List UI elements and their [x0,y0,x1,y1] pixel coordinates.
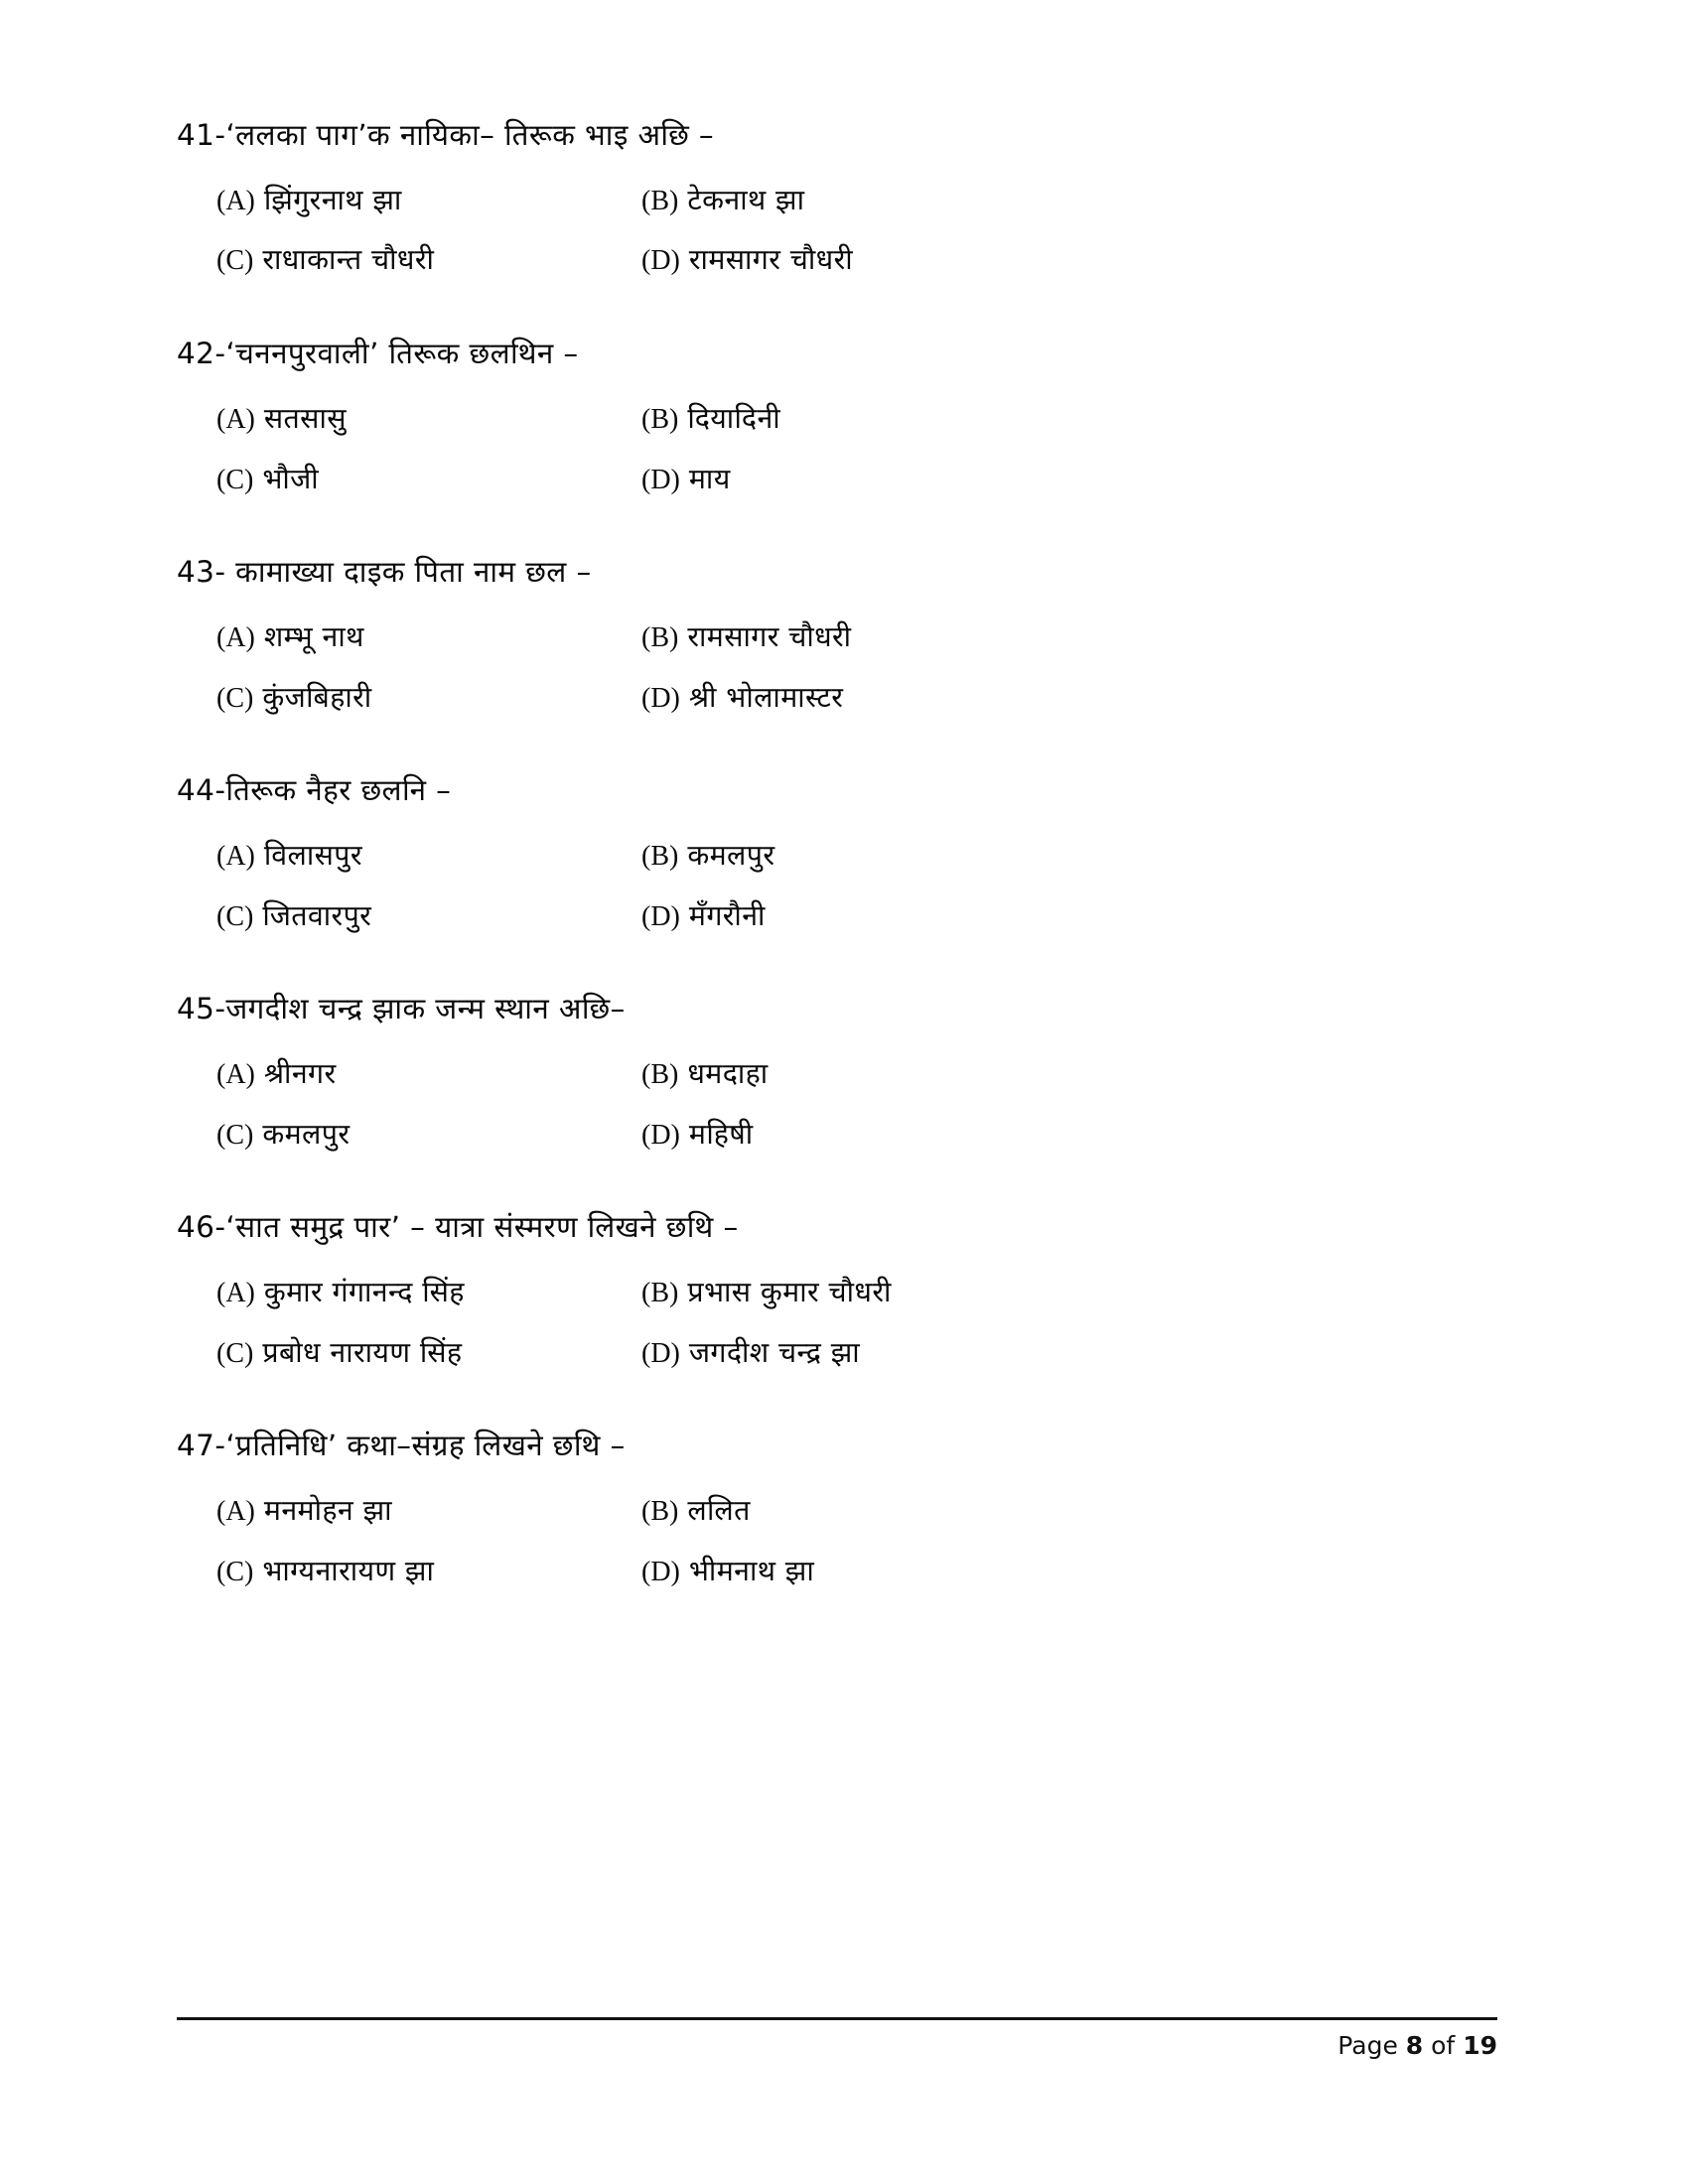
footer-of-label: of [1431,2031,1456,2060]
option-43-d[interactable] [633,681,843,716]
option-text-d: जगदीश चन्द्र झा [688,1335,861,1369]
question-text-46: 46-‘सात समुद्र पार’ – यात्रा संस्मरण लिखने छथि – [177,1210,739,1245]
option-row-47-cd [177,1555,1497,1589]
option-text-b: टेकनाथ झा [687,183,805,216]
option-44-a[interactable] [177,839,633,874]
option-key-d: (D) [641,245,680,277]
option-row-42-cd [177,463,1497,497]
option-47-c[interactable] [177,1555,633,1589]
option-key-a: (A) [216,1059,255,1091]
option-key-c: (C) [216,682,254,714]
question-text-47: 47-‘प्रतिनिधि’ कथा–संग्रह लिखने छथि – [177,1429,626,1463]
question-block-41 [177,117,1497,278]
option-key-b: (B) [641,403,679,435]
footer-page-label: Page [1337,2031,1398,2060]
footer-total-pages: 19 [1463,2031,1497,2060]
option-text-c: राधाकान्त चौधरी [262,243,435,277]
option-text-d: भीमनाथ झा [688,1554,815,1587]
option-text-b: ललित [687,1494,751,1528]
option-text-d: महिषी [688,1117,754,1151]
question-block-47 [177,1428,1497,1588]
option-text-b: रामसागर चौधरी [687,620,852,653]
option-42-c[interactable] [177,463,633,497]
option-key-b: (B) [641,1059,679,1091]
option-row-41-ab [177,184,1497,218]
question-text-41: 41-‘ललका पाग’क नायिका– तिरूक भाइ अछि – [177,118,715,152]
question-list [177,117,1497,1588]
question-block-42 [177,336,1497,496]
option-row-43-cd [177,681,1497,716]
option-key-a: (A) [216,1278,255,1309]
option-key-c: (C) [216,1119,254,1151]
option-42-a[interactable] [177,402,633,437]
option-43-b[interactable] [633,620,851,655]
option-47-a[interactable] [177,1494,633,1529]
option-key-a: (A) [216,622,255,653]
option-text-a: कुमार गंगानन्द सिंह [263,1276,465,1309]
option-key-d: (D) [641,900,680,932]
option-key-a: (A) [216,185,255,216]
option-key-c: (C) [216,1337,254,1369]
question-text-44: 44-तिरूक नैहर छलनि – [177,773,452,808]
option-text-c: भाग्यनारायण झा [262,1554,435,1587]
option-text-a: मनमोहन झा [263,1494,392,1528]
question-text-42: 42-‘चननपुरवाली’ तिरूक छलथिन – [177,337,579,371]
option-43-c[interactable] [177,681,633,716]
option-row-44-ab [177,839,1497,874]
option-text-c: भौजी [262,462,320,495]
option-key-b: (B) [641,622,679,653]
option-row-41-cd [177,243,1497,278]
option-41-b[interactable] [633,184,804,218]
question-text-43: 43- कामाख्या दाइक पिता नाम छल – [177,555,592,590]
option-text-a: श्रीनगर [263,1057,337,1091]
question-text-45: 45-जगदीश चन्द्र झाक जन्म स्थान अछि– [177,992,626,1026]
option-key-a: (A) [216,403,255,435]
option-key-a: (A) [216,841,255,873]
option-45-c[interactable] [177,1118,633,1153]
option-key-c: (C) [216,245,254,277]
option-44-d[interactable] [633,899,766,934]
option-text-c: प्रबोध नारायण सिंह [262,1335,463,1369]
option-text-a: सतसासु [263,401,347,435]
option-row-46-cd [177,1336,1497,1371]
question-block-44 [177,772,1497,933]
option-key-c: (C) [216,464,254,495]
option-key-b: (B) [641,841,679,873]
option-key-b: (B) [641,1496,679,1528]
option-text-a: विलासपुर [263,839,362,873]
option-44-b[interactable] [633,839,774,874]
option-text-d: मँगरौनी [688,898,766,932]
option-42-d[interactable] [633,463,731,497]
option-key-a: (A) [216,1496,255,1528]
option-text-b: प्रभास कुमार चौधरी [687,1276,892,1309]
option-41-c[interactable] [177,243,633,278]
option-46-b[interactable] [633,1276,892,1310]
option-46-c[interactable] [177,1336,633,1371]
question-block-46 [177,1209,1497,1370]
option-47-d[interactable] [633,1555,814,1589]
question-block-45 [177,991,1497,1152]
option-text-d: श्री भोलामास्टर [688,680,844,714]
option-41-d[interactable] [633,243,853,278]
option-text-b: धमदाहा [687,1057,769,1091]
option-row-43-ab [177,620,1497,655]
footer-divider [177,2017,1497,2020]
option-row-44-cd [177,899,1497,934]
option-text-b: कमलपुर [687,839,775,873]
option-row-42-ab [177,402,1497,437]
option-key-d: (D) [641,1556,680,1587]
option-text-a: झिंगुरनाथ झा [263,183,402,216]
option-41-a[interactable] [177,184,633,218]
option-42-b[interactable] [633,402,780,437]
option-45-a[interactable] [177,1057,633,1092]
option-key-b: (B) [641,185,679,216]
option-key-b: (B) [641,1278,679,1309]
page-footer [177,2031,1497,2060]
option-key-c: (C) [216,1556,254,1587]
option-key-d: (D) [641,464,680,495]
option-row-45-ab [177,1057,1497,1092]
option-text-d: माय [688,462,731,495]
option-key-d: (D) [641,1119,680,1151]
option-key-d: (D) [641,682,680,714]
option-key-d: (D) [641,1337,680,1369]
option-text-b: दियादिनी [687,401,781,435]
option-text-c: जितवारपुर [262,898,372,932]
option-key-c: (C) [216,900,254,932]
option-46-d[interactable] [633,1336,860,1371]
option-47-b[interactable] [633,1494,751,1529]
option-text-a: शम्भू नाथ [263,620,364,653]
option-43-a[interactable] [177,620,633,655]
option-row-46-ab [177,1276,1497,1310]
option-text-c: कुंजबिहारी [262,680,372,714]
question-block-43 [177,554,1497,715]
option-row-45-cd [177,1118,1497,1153]
option-44-c[interactable] [177,899,633,934]
option-45-d[interactable] [633,1118,754,1153]
option-45-b[interactable] [633,1057,769,1092]
option-46-a[interactable] [177,1276,633,1310]
option-row-47-ab [177,1494,1497,1529]
footer-page-number: 8 [1405,2031,1424,2060]
option-text-d: रामसागर चौधरी [688,243,854,277]
option-text-c: कमलपुर [262,1117,351,1151]
